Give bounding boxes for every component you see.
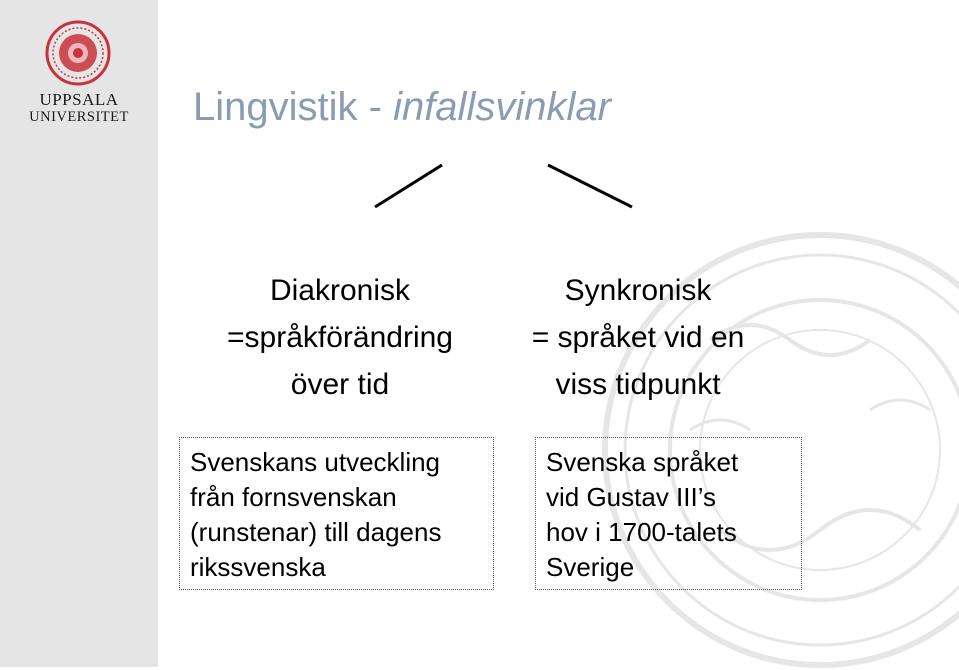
diachronic-heading-line-1: Diakronisk	[269, 274, 411, 307]
synchronic-heading-line-1: Synkronisk	[564, 274, 712, 307]
diachronic-heading	[190, 267, 490, 408]
branch-line-left	[375, 165, 442, 207]
branch-lines	[360, 150, 660, 220]
title-italic: infallsvinklar	[393, 85, 611, 129]
diachronic-example-line-3: (runstenar) till dagens	[190, 517, 442, 547]
diachronic-example-line-1: Svenskans utveckling	[190, 447, 441, 477]
diachronic-example-box	[179, 437, 494, 590]
slide-title	[193, 85, 611, 130]
synchronic-example-line-2: vid Gustav III’s	[546, 482, 717, 512]
branch-line-right	[548, 165, 632, 207]
diachronic-example-line-4: rikssvenska	[190, 552, 326, 582]
synchronic-example-line-4: Sverige	[546, 552, 635, 582]
diachronic-heading-line-3: över tid	[290, 368, 390, 401]
synchronic-heading	[488, 267, 788, 408]
diachronic-example-line-2: från fornsvenskan	[190, 482, 397, 512]
synchronic-heading-line-3: viss tidpunkt	[555, 368, 721, 401]
logo-line-universitet: UNIVERSITET	[29, 109, 129, 125]
university-seal-icon	[45, 20, 111, 86]
synchronic-example-box	[535, 437, 802, 590]
synchronic-example-line-1: Svenska språket	[546, 447, 739, 477]
title-plain: Lingvistik -	[193, 85, 394, 129]
diachronic-heading-line-2: =språkförändring	[227, 321, 453, 354]
synchronic-heading-line-2: = språket vid en	[531, 321, 745, 354]
sidebar	[0, 0, 158, 667]
logo-line-uppsala: UPPSALA	[39, 90, 119, 109]
synchronic-example-line-3: hov i 1700-talets	[546, 517, 737, 547]
